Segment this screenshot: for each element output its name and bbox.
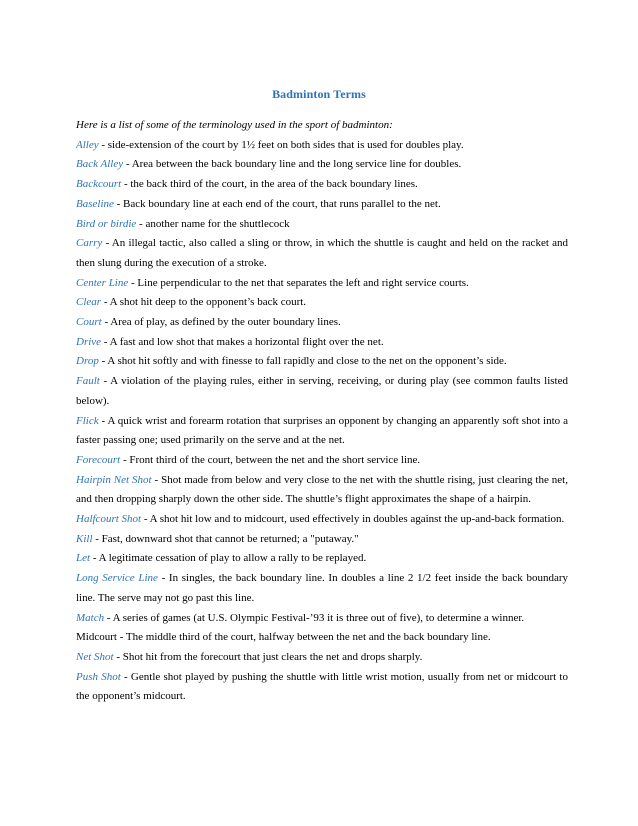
glossary-definition: - Back boundary line at each end of the court, that runs parallel to the net. <box>113 197 441 210</box>
glossary-entry <box>76 136 568 156</box>
glossary-term: Hairpin Net Shot <box>76 473 152 486</box>
glossary-entry <box>76 333 568 353</box>
glossary-entry <box>76 609 568 629</box>
glossary-entry <box>76 530 568 550</box>
glossary-definition: - A series of games (at U.S. Olympic Festival-’93 it is three out of five), to determine a winner. <box>104 611 525 624</box>
glossary-term: Forecourt <box>76 453 121 466</box>
glossary-entry <box>76 274 568 294</box>
glossary-definition: - A shot hit softly and with finesse to fall rapidly and close to the net on the opponent’s side. <box>98 355 507 368</box>
glossary-term: Midcourt <box>76 631 117 644</box>
glossary-entry <box>76 628 568 648</box>
glossary-term: Halfcourt Shot <box>76 513 142 526</box>
glossary-entry <box>76 234 568 273</box>
glossary-list <box>76 136 568 707</box>
glossary-entry <box>76 313 568 333</box>
glossary-definition: - The middle third of the court, halfway between the net and the back boundary line. <box>116 631 491 644</box>
glossary-definition: - A shot hit deep to the opponent’s back court. <box>101 296 307 309</box>
glossary-term: Backcourt <box>76 178 122 191</box>
glossary-definition: - Gentle shot played by pushing the shuttle with little wrist motion, usually from net or midcourt to the opponent’s midcourt. <box>76 670 568 703</box>
glossary-definition: - Area of play, as defined by the outer boundary lines. <box>101 316 341 329</box>
glossary-term: Baseline <box>76 197 114 210</box>
glossary-definition: - A violation of the playing rules, either in serving, receiving, or during play (see common faults listed below). <box>76 375 568 407</box>
glossary-term: Net Shot <box>76 650 114 663</box>
glossary-term: Drive <box>76 335 102 348</box>
glossary-term: Push Shot <box>76 670 121 683</box>
glossary-entry <box>76 451 568 471</box>
glossary-definition: - A fast and low shot that makes a horizontal flight over the net. <box>101 335 384 348</box>
glossary-entry <box>76 569 568 608</box>
glossary-term: Let <box>76 552 91 565</box>
glossary-definition: - Shot made from below and very close to the net with the shuttle rising, just clearing the net, and then dropping sharply down the other side. The shuttle’s flight approximates the shape of a hairpin. <box>76 473 568 506</box>
glossary-term: Long Service Line <box>76 572 158 585</box>
glossary-definition: - the back third of the court, in the area of the back boundary lines. <box>121 178 418 191</box>
glossary-entry <box>76 648 568 668</box>
glossary-definition: - side-extension of the court by 1½ feet on both sides that is used for doubles play. <box>98 138 464 151</box>
glossary-entry <box>76 293 568 313</box>
intro-text: Here is a list of some of the terminology used in the sport of badminton: <box>76 119 393 131</box>
glossary-term: Kill <box>76 532 93 545</box>
glossary-term: Bird or birdie <box>76 217 137 230</box>
glossary-entry <box>76 412 568 451</box>
glossary-entry <box>76 668 568 707</box>
glossary-term: Drop <box>76 355 99 368</box>
glossary-definition: - Front third of the court, between the net and the short service line. <box>120 453 421 466</box>
glossary-definition: - Area between the back boundary line and the long service line for doubles. <box>123 158 462 171</box>
glossary-entry <box>76 352 568 372</box>
document-title: Badminton Terms <box>272 87 366 101</box>
glossary-entry <box>76 195 568 215</box>
document-body <box>76 116 568 707</box>
glossary-term: Carry <box>76 237 103 250</box>
glossary-term: Match <box>76 611 105 624</box>
glossary-definition: - Line perpendicular to the net that separates the left and right service courts. <box>128 276 469 289</box>
glossary-term: Clear <box>76 296 102 309</box>
glossary-entry <box>76 471 568 510</box>
glossary-entry <box>76 155 568 175</box>
glossary-definition: - Fast, downward shot that cannot be returned; a "putaway." <box>92 532 359 545</box>
glossary-definition: - In singles, the back boundary line. In doubles a line 2 1/2 feet inside the back boundary line. The serve may not go past this line. <box>76 572 568 604</box>
glossary-entry <box>76 175 568 195</box>
glossary-definition: - another name for the shuttlecock <box>136 217 290 230</box>
glossary-entry <box>76 372 568 411</box>
glossary-entry <box>76 215 568 235</box>
glossary-term: Fault <box>76 375 100 388</box>
glossary-term: Back Alley <box>76 158 124 171</box>
glossary-term: Flick <box>76 414 99 427</box>
glossary-term: Court <box>76 316 102 329</box>
glossary-definition: - A quick wrist and forearm rotation that surprises an opponent by changing an apparently soft shot into a faster passing one; used primarily on the serve and at the net. <box>76 414 568 447</box>
glossary-definition: - Shot hit from the forecourt that just clears the net and drops sharply. <box>113 650 423 663</box>
glossary-term: Alley <box>76 138 99 151</box>
glossary-entry <box>76 549 568 569</box>
glossary-definition: - A legitimate cessation of play to allow a rally to be replayed. <box>90 552 367 565</box>
glossary-entry <box>76 510 568 530</box>
glossary-definition: - A shot hit low and to midcourt, used effectively in doubles against the up-and-back formation. <box>141 513 565 526</box>
glossary-definition: - An illegal tactic, also called a sling or throw, in which the shuttle is caught and held on the racket and then slung during the execution of a stroke. <box>76 237 568 269</box>
glossary-term: Center Line <box>76 276 129 289</box>
